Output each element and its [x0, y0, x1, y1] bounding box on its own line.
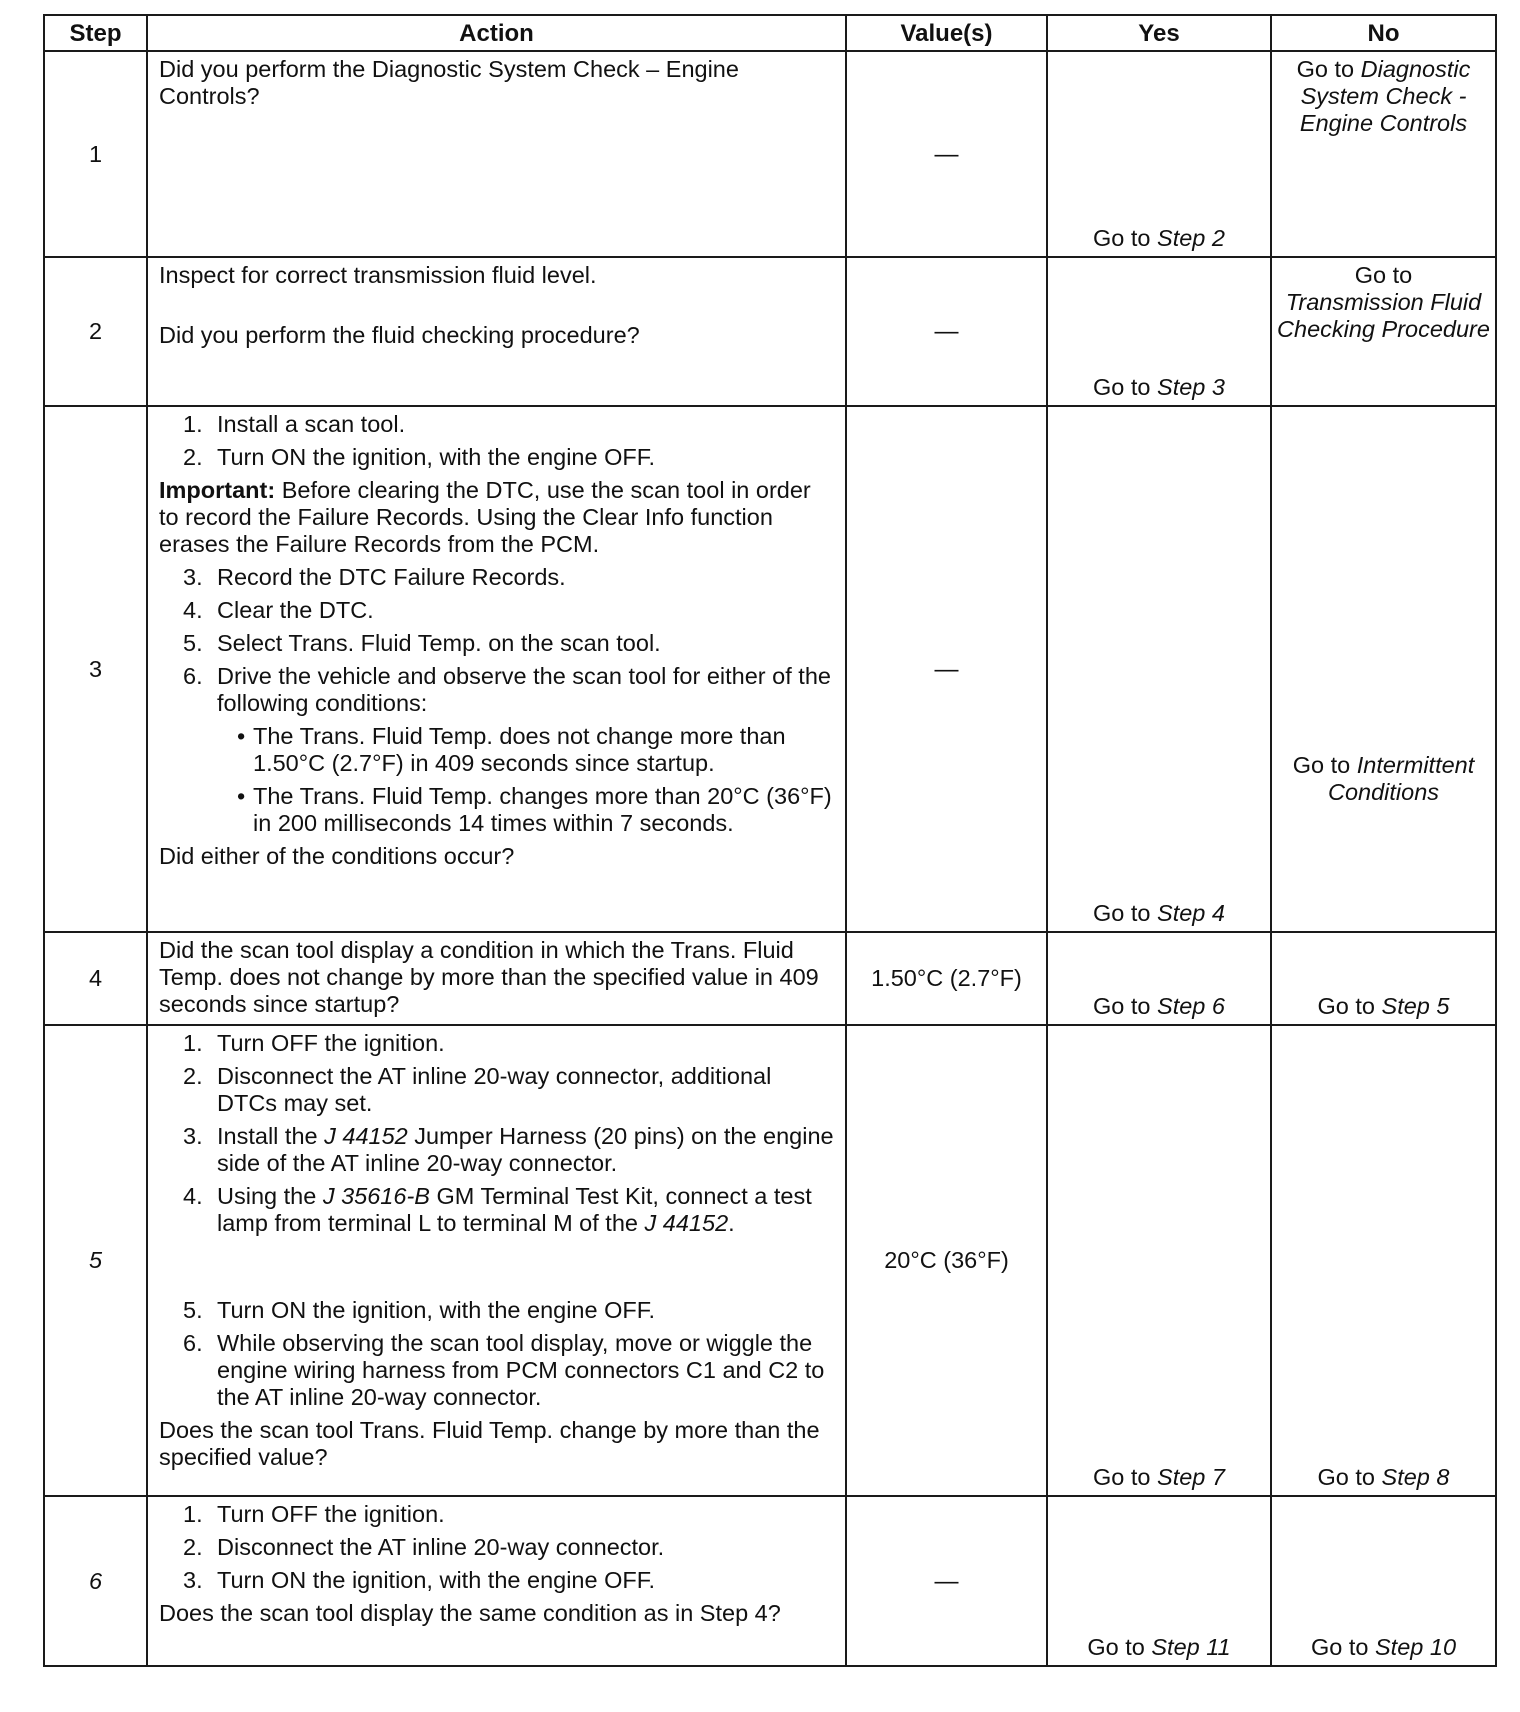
table-row [44, 932, 1496, 1025]
tool-reference: J 35616-B [322, 1183, 430, 1209]
no-prefix: Go to [1296, 56, 1355, 82]
action-question: Did either of the conditions occur? [159, 843, 515, 869]
list-item: 2. Disconnect the AT inline 20-way connector. [183, 1534, 665, 1560]
yes-prefix: Go to [1093, 225, 1151, 251]
action-cell [147, 1025, 846, 1496]
condition-list [217, 723, 835, 837]
step-number: 1 [44, 51, 147, 257]
list-item: 6. While observing the scan tool display, move or wiggle the engine wiring harness from PCM connectors C1 and C2 to the AT inline 20-way connector. [183, 1330, 825, 1410]
list-item: 1. Turn OFF the ignition. [183, 1030, 445, 1056]
value-cell [846, 1496, 1047, 1666]
table-row [44, 51, 1496, 257]
yes-cell [1047, 1025, 1271, 1496]
value-text: — [934, 318, 959, 345]
tool-reference: J 44152 [644, 1210, 729, 1236]
value-cell [846, 932, 1047, 1025]
yes-cell [1047, 257, 1271, 406]
no-cell [1271, 406, 1496, 932]
value-text: — [934, 1567, 959, 1595]
yes-link[interactable]: Step 3 [1157, 374, 1225, 400]
value-text: — [934, 655, 959, 683]
list-item: 5. Turn ON the ignition, with the engine OFF. [183, 1297, 656, 1323]
yes-cell [1047, 932, 1271, 1025]
value-text: 20°C (36°F) [884, 1247, 1009, 1273]
yes-link[interactable]: Step 7 [1157, 1464, 1225, 1490]
value-cell [846, 1025, 1047, 1496]
list-item: 1. Turn OFF the ignition. [183, 1501, 445, 1527]
yes-link[interactable]: Step 2 [1157, 225, 1225, 251]
table-row [44, 1496, 1496, 1666]
procedure-list [159, 1297, 835, 1411]
step-number: 6 [44, 1496, 147, 1666]
step-number: 3 [44, 406, 147, 932]
yes-prefix: Go to [1093, 1464, 1151, 1490]
no-prefix: Go to [1317, 993, 1375, 1019]
header-no: No [1271, 15, 1496, 51]
value-cell [846, 257, 1047, 406]
important-note [159, 477, 835, 558]
list-item: 5. Select Trans. Fluid Temp. on the scan tool. [183, 630, 661, 656]
action-cell [147, 932, 846, 1025]
list-item: 6. Drive the vehicle and observe the scan tool for either of the following conditions: • The Trans. Fluid Temp. does not change more than 1.50°C (2.7°F) in 409 seconds since startup. • The Trans. Fluid Temp. changes more than 20°C (36°F) in 200 milliseconds 14 times within 7 seconds. [217, 663, 835, 837]
step-number: 5 [44, 1025, 147, 1496]
procedure-list [159, 1030, 835, 1237]
no-link[interactable]: Diagnostic System Check - Engine Controls [1299, 56, 1471, 136]
no-cell [1271, 1496, 1496, 1666]
table-row [44, 257, 1496, 406]
action-cell [147, 406, 846, 932]
important-text: Before clearing the DTC, use the scan tool in order to record the Failure Records. Using the Clear Info function erases the Failure Records from the PCM. [159, 477, 811, 557]
procedure-list [159, 411, 835, 471]
header-yes: Yes [1047, 15, 1271, 51]
yes-prefix: Go to [1093, 993, 1151, 1019]
condition-item: • The Trans. Fluid Temp. changes more than 20°C (36°F) in 200 milliseconds 14 times within 7 seconds. [253, 783, 835, 837]
no-prefix: Go to [1317, 1464, 1375, 1490]
no-cell [1271, 1025, 1496, 1496]
no-cell [1271, 932, 1496, 1025]
header-values: Value(s) [846, 15, 1047, 51]
action-cell [147, 257, 846, 406]
header-step: Step [44, 15, 147, 51]
yes-link[interactable]: Step 11 [1151, 1634, 1231, 1660]
yes-link[interactable]: Step 4 [1157, 900, 1225, 926]
diagnostic-table [43, 14, 1497, 1667]
yes-cell [1047, 51, 1271, 257]
list-item: 3. Record the DTC Failure Records. [183, 564, 566, 590]
action-cell [147, 1496, 846, 1666]
procedure-list [159, 564, 835, 837]
value-text: — [934, 140, 959, 168]
no-prefix: Go to [1310, 1634, 1369, 1660]
no-link[interactable]: Intermittent Conditions [1327, 752, 1475, 805]
no-link[interactable]: Step 8 [1381, 1464, 1450, 1490]
procedure-list [159, 1501, 835, 1594]
no-cell [1271, 257, 1496, 406]
no-link[interactable]: Transmission Fluid Checking Procedure [1277, 289, 1490, 342]
tool-reference: J 44152 [324, 1123, 408, 1149]
yes-prefix: Go to [1093, 900, 1151, 926]
action-question: Did you perform the fluid checking procedure? [159, 322, 640, 348]
table-row [44, 1025, 1496, 1496]
yes-cell [1047, 406, 1271, 932]
no-link[interactable]: Step 5 [1381, 993, 1450, 1019]
yes-link[interactable]: Step 6 [1157, 993, 1225, 1019]
step-number: 2 [44, 257, 147, 406]
list-item: 4. Clear the DTC. [183, 597, 374, 623]
header-row [44, 15, 1496, 51]
action-question: Does the scan tool display the same condition as in Step 4? [159, 1600, 781, 1626]
value-text: 1.50°C (2.7°F) [871, 965, 1022, 991]
list-item: 3. Turn ON the ignition, with the engine OFF. [183, 1567, 656, 1593]
list-item: 2. Disconnect the AT inline 20-way connector, additional DTCs may set. [183, 1063, 772, 1116]
list-item: 3. Install the J 44152 Jumper Harness (20 pins) on the engine side of the AT inline 20-way connector. [183, 1123, 834, 1176]
list-item: 2. Turn ON the ignition, with the engine OFF. [183, 444, 656, 470]
action-question: Did the scan tool display a condition in which the Trans. Fluid Temp. does not change by more than the specified value in 409 seconds since startup? [159, 937, 819, 1017]
table-row [44, 406, 1496, 932]
no-prefix: Go to [1292, 752, 1351, 778]
condition-item: • The Trans. Fluid Temp. does not change more than 1.50°C (2.7°F) in 409 seconds since startup. [253, 723, 835, 777]
action-cell [147, 51, 846, 257]
no-prefix: Go to [1354, 262, 1413, 288]
yes-prefix: Go to [1093, 374, 1151, 400]
yes-prefix: Go to [1087, 1634, 1145, 1660]
header-action: Action [147, 15, 846, 51]
yes-cell [1047, 1496, 1271, 1666]
no-cell [1271, 51, 1496, 257]
list-item: 4. Using the J 35616-B GM Terminal Test Kit, connect a test lamp from terminal L to terminal M of the J 44152. [183, 1183, 812, 1236]
action-question: Did you perform the Diagnostic System Check – Engine Controls? [159, 56, 739, 109]
important-label: Important: [159, 477, 276, 503]
action-question: Does the scan tool Trans. Fluid Temp. change by more than the specified value? [159, 1417, 820, 1470]
action-instruction: Inspect for correct transmission fluid level. [159, 262, 597, 288]
value-cell [846, 51, 1047, 257]
list-item: 1. Install a scan tool. [183, 411, 406, 437]
value-cell [846, 406, 1047, 932]
no-link[interactable]: Step 10 [1375, 1634, 1457, 1660]
step-number: 4 [44, 932, 147, 1025]
